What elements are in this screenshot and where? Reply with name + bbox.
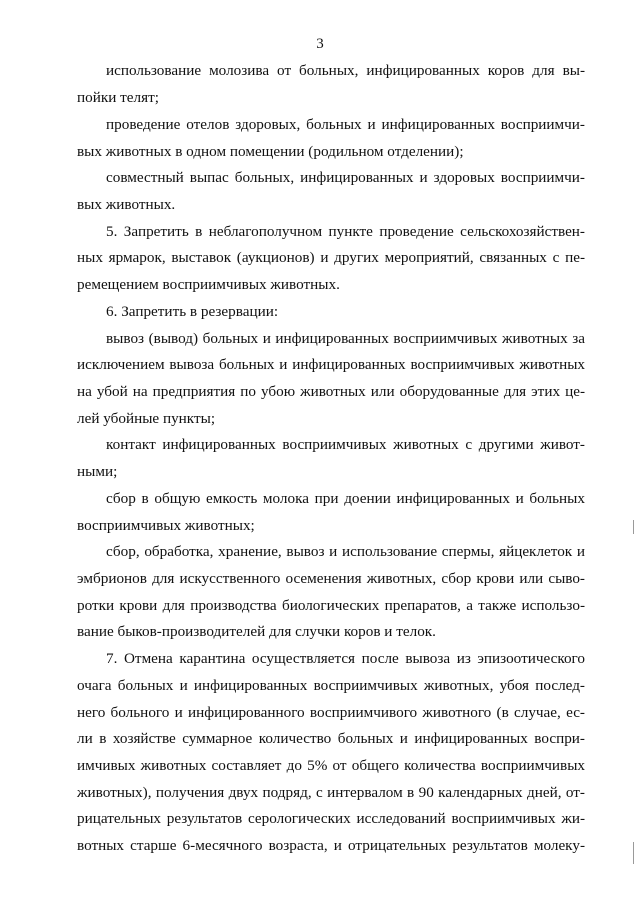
text-line: совместный выпас больных, инфицированных и здоровых восприимчи-: [106, 169, 585, 186]
scan-edge-mark: [633, 842, 634, 864]
text-line: использование молозива от больных, инфицированных коров для вы-: [106, 62, 585, 79]
text-line: исключением вывоза больных и инфицированных восприимчивых животных: [77, 356, 585, 373]
text-line: вых животных.: [77, 196, 176, 213]
text-line: восприимчивых животных;: [77, 517, 255, 534]
text-line: эмбрионов для искусственного осеменения животных, сбор крови или сыво-: [77, 570, 585, 587]
text-line: ротки крови для производства биологических препаратов, а также использо-: [77, 597, 585, 614]
text-line: сбор, обработка, хранение, вывоз и использование спермы, яйцеклеток и: [106, 543, 585, 560]
text-line: животных), получения двух подряд, с интервалом в 90 календарных дней, от-: [77, 784, 585, 801]
text-line: сбор в общую емкость молока при доении инфицированных и больных: [106, 490, 585, 507]
scan-edge-mark: [633, 520, 634, 534]
page-number: 3: [316, 36, 324, 52]
text-line: 6. Запретить в резервации:: [106, 303, 279, 320]
text-line: лей убойные пункты;: [77, 410, 216, 427]
text-line: контакт инфицированных восприимчивых животных с другими живот-: [106, 436, 585, 453]
text-line: пойки телят;: [77, 89, 159, 106]
text-line: очага больных и инфицированных восприимчивых животных, убоя послед-: [77, 677, 585, 694]
text-line: ных ярмарок, выставок (аукционов) и других мероприятий, связанных с пе-: [77, 249, 585, 266]
text-line: 5. Запретить в неблагополучном пункте проведение сельскохозяйствен-: [106, 223, 585, 240]
text-line: ли в хозяйстве суммарное количество больных и инфицированных воспри-: [77, 730, 585, 747]
text-line: проведение отелов здоровых, больных и инфицированных восприимчи-: [106, 116, 585, 133]
text-line: ремещением восприимчивых животных.: [77, 276, 340, 293]
text-line: имчивых животных составляет до 5% от общего количества восприимчивых: [77, 757, 585, 774]
text-line: вотных старше 6-месячного возраста, и отрицательных результатов молеку-: [77, 837, 585, 854]
text-line: вывоз (вывод) больных и инфицированных восприимчивых животных за: [106, 330, 585, 347]
text-line: рицательных результатов серологических исследований восприимчивых жи-: [77, 810, 585, 827]
text-line: вых животных в одном помещении (родильном отделении);: [77, 143, 464, 160]
text-line: него больного и инфицированного восприимчивого животного (в случае, ес-: [77, 704, 585, 721]
text-line: ными;: [77, 463, 118, 480]
text-line: 7. Отмена карантина осуществляется после вывоза из эпизоотического: [106, 650, 585, 667]
text-line: вание быков-производителей для случки коров и телок.: [77, 623, 436, 640]
text-line: на убой на предприятия по убою животных или оборудованные для этих це-: [77, 383, 585, 400]
